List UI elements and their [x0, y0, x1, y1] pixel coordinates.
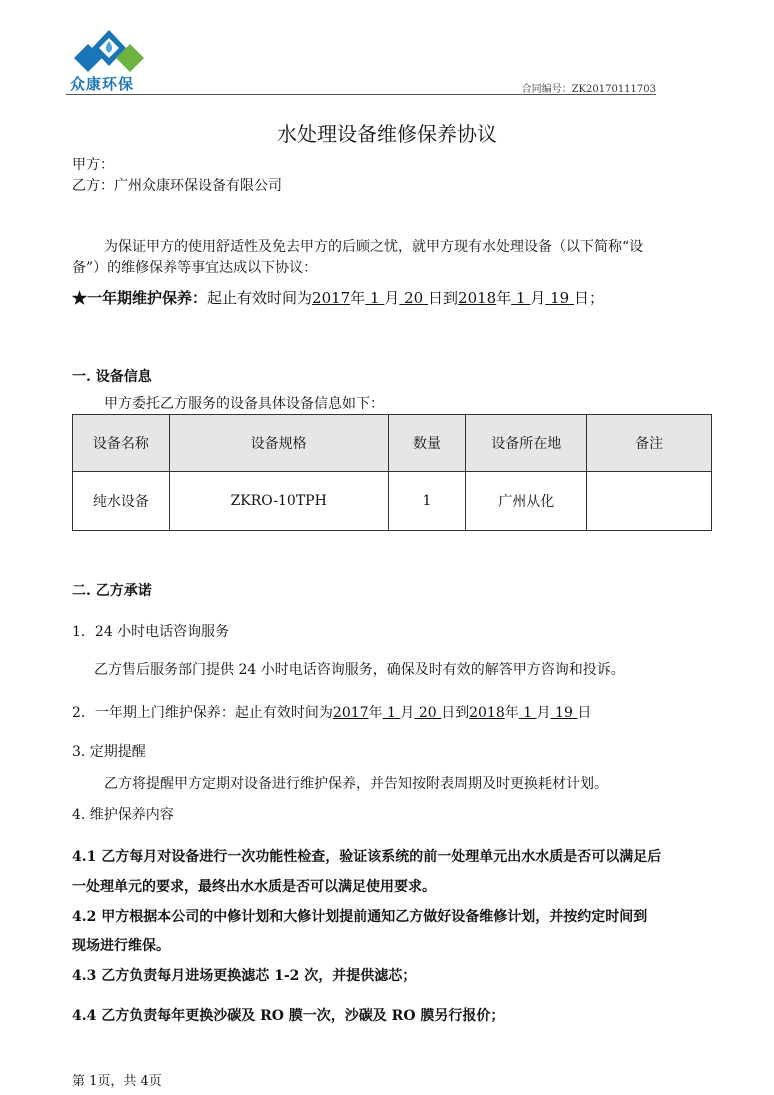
item-2-end-day: 19: [555, 705, 573, 721]
item-3-text: 乙方将提醒甲方定期对设备进行维护保养，并告知按附表周期及时更换耗材计划。: [104, 776, 608, 792]
unit-day-to: 日到: [428, 289, 459, 307]
col-header: 设备规格: [169, 415, 388, 472]
unit-year: 年: [504, 705, 519, 721]
period-start-month: 1: [370, 289, 380, 307]
unit-month: 月: [536, 705, 551, 721]
para-4-2-line-1: 4.2 甲方根据本公司的中修计划和大修计划提前通知乙方做好设备维修计划，并按约定时间到: [72, 909, 648, 925]
equipment-location: 广州从化: [466, 472, 587, 531]
item-4-title: 4. 维护保养内容: [72, 807, 174, 823]
item-3-title: 3. 定期提醒: [72, 744, 146, 760]
equipment-qty: 1: [388, 472, 466, 531]
page-footer: 第 1页，共 4页: [72, 1074, 162, 1089]
unit-month: 月: [400, 705, 415, 721]
company-logo: [66, 28, 152, 74]
equipment-spec: ZKRO-10TPH: [169, 472, 388, 531]
para-4-3: 4.3 乙方负责每月进场更换滤芯 1-2 次，并提供滤芯；: [72, 968, 417, 984]
unit-year: 年: [350, 289, 366, 307]
page-title: 水处理设备维修保养协议: [277, 122, 497, 146]
logo-text: 众康环保: [70, 75, 135, 93]
party-a: 甲方：: [72, 157, 114, 173]
period-end-year: 2018: [458, 289, 497, 307]
item-2-prefix: 2．一年期上门维护保养：起止有效时间为: [72, 705, 333, 721]
intro-line-2: 备”）的维修保养等事宜达成以下协议：: [72, 260, 318, 276]
item-2-start-day: 20: [418, 705, 437, 721]
unit-year: 年: [368, 705, 383, 721]
table-header-row: [73, 415, 712, 472]
para-4-4: 4.4 乙方负责每年更换沙碳及 RO 膜一次，沙碳及 RO 膜另行报价；: [72, 1008, 505, 1024]
equipment-table: [72, 414, 712, 531]
item-1-title: 1．24 小时电话咨询服务: [72, 624, 230, 640]
unit-month: 月: [384, 289, 400, 307]
section-2-heading: 二. 乙方承诺: [72, 583, 152, 599]
equipment-remark: [587, 472, 712, 531]
unit-month: 月: [530, 289, 546, 307]
period-prefix: 起止有效时间为: [207, 289, 313, 307]
col-header: 备注: [587, 415, 712, 472]
unit-day-end: 日: [577, 705, 592, 721]
item-2-start-year: 2017: [332, 705, 369, 721]
item-2-end-year: 2018: [469, 705, 505, 721]
period-start-year: 2017: [312, 289, 351, 307]
col-header: 设备所在地: [466, 415, 587, 472]
item-2-start-month: 1: [387, 705, 396, 721]
period-end-month: 1: [516, 289, 526, 307]
item-2-period: [72, 702, 591, 722]
para-4-1-line-2: 一处理单元的要求，最终出水水质是否可以满足使用要求。: [72, 879, 436, 895]
section-1-desc: 甲方委托乙方服务的设备具体设备信息如下：: [104, 396, 384, 412]
header-divider: [66, 94, 656, 95]
unit-year: 年: [496, 289, 512, 307]
period-end-day: 19: [550, 289, 570, 307]
period-start-day: 20: [404, 289, 424, 307]
col-header: 数量: [388, 415, 466, 472]
unit-day-end: 日；: [574, 289, 605, 307]
item-2-end-month: 1: [523, 705, 533, 721]
service-period: [72, 287, 604, 308]
item-1-text: 乙方售后服务部门提供 24 小时电话咨询服务，确保及时有效的解答甲方咨询和投诉。: [94, 662, 625, 678]
unit-day-to: 日到: [441, 705, 470, 721]
party-b: 乙方：广州众康环保设备有限公司: [72, 178, 282, 194]
intro-line-1: 为保证甲方的使用舒适性及免去甲方的后顾之忧，就甲方现有水处理设备（以下简称“设: [104, 239, 644, 255]
period-label: ★一年期维护保养：: [72, 289, 208, 307]
contract-number: 合同编号：ZK20170111703: [521, 84, 656, 95]
col-header: 设备名称: [73, 415, 170, 472]
para-4-1-line-1: 4.1 乙方每月对设备进行一次功能性检查，验证该系统的前一处理单元出水水质是否可以满足后: [72, 849, 662, 865]
equipment-name: 纯水设备: [73, 472, 170, 531]
section-1-heading: 一. 设备信息: [72, 369, 152, 385]
table-row: [73, 472, 712, 531]
para-4-2-line-2: 现场进行维保。: [72, 938, 170, 954]
